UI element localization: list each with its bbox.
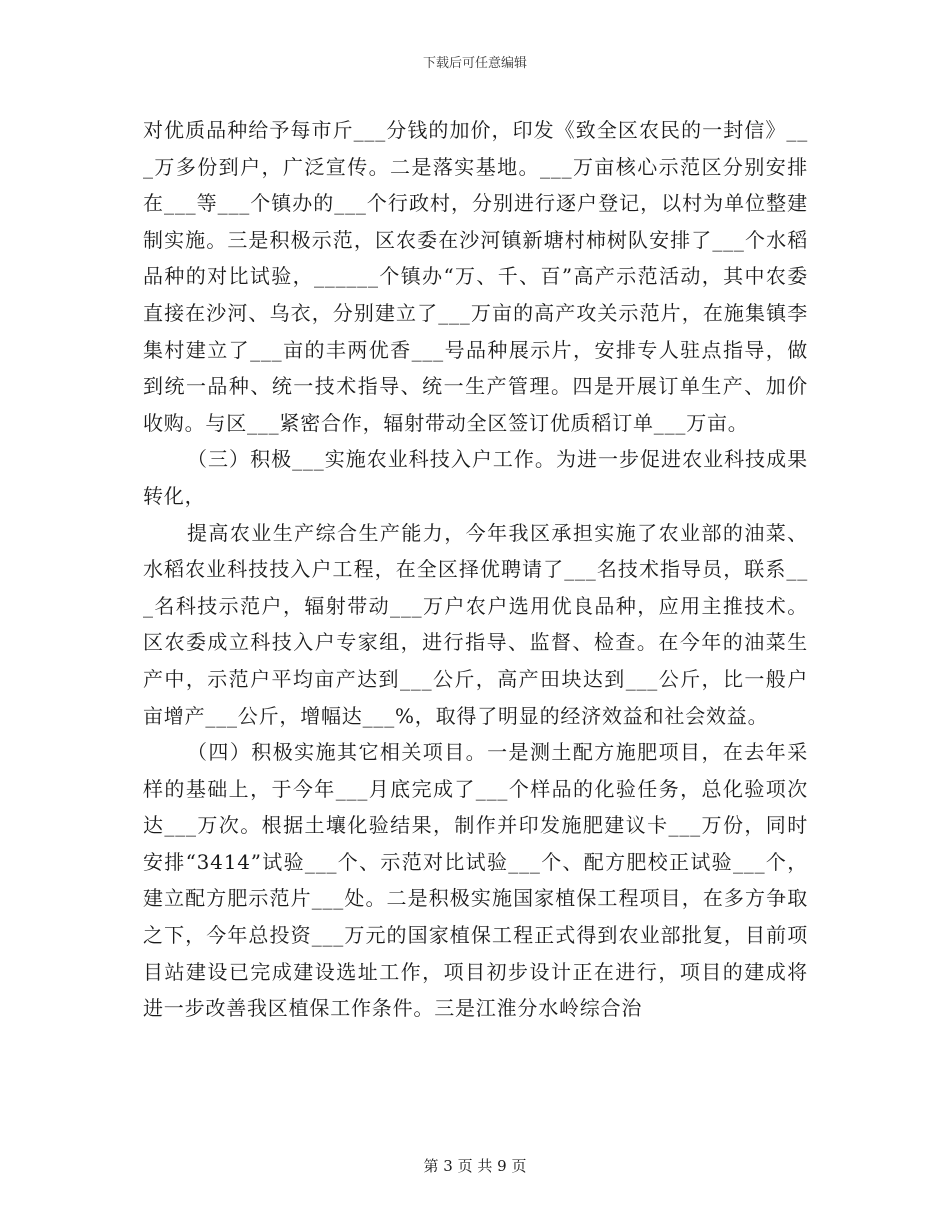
- page-number: 第 3 页 共 9 页: [423, 1157, 527, 1175]
- page-header-note: 下载后可任意编辑: [422, 56, 527, 71]
- document-body: [143, 112, 808, 1027]
- paragraph-quality-rice: 对优质品种给予每市斤___分钱的加价，印发《致全区农民的一封信》___万多份到户，广泛宣传。二是落实基地。___万亩核心示范区分别安排在___等___个镇办的___个行政村，分别进行逐户登记，以村为单位整建制实施。三是积极示范，区农委在沙河镇新塘村柿树队安排了___个水稻品种的对比试验，______个镇办“万、千、百”高产示范活动，其中农委直接在沙河、乌衣，分别建立了___万亩的高产攻关示范片，在施集镇李集村建立了___亩的丰两优香___号品种展示片，安排专人驻点指导，做到统一品种、统一技术指导、统一生产管理。四是开展订单生产、加价收购。与区___紧密合作，辐射带动全区签订优质稻订单___万亩。: [143, 118, 808, 435]
- paragraph-section-three-heading: （三）积极___实施农业科技入户工作。为进一步促进农业科技成果转化，: [143, 447, 808, 508]
- paragraph-section-four: （四）积极实施其它相关项目。一是测土配方施肥项目，在去年采样的基础上，于今年___月底完成了___个样品的化验任务，总化验项次达___万次。根据土壤化验结果，制作并印发施肥建议卡___万份，同时安排“3414”试验___个、示范对比试验___个、配方肥校正试验___个，建立配方肥示范片___处。二是积极实施国家植保工程项目，在多方争取之下，今年总投资___万元的国家植保工程正式得到农业部批复，目前项目站建设已完成建设选址工作，项目初步设计正在进行，项目的建成将进一步改善我区植保工作条件。三是江淮分水岭综合治: [143, 740, 808, 1021]
- paragraph-tech-household: 提高农业生产综合生产能力，今年我区承担实施了农业部的油菜、水稻农业科技技入户工程，在全区择优聘请了___名技术指导员，联系___名科技示范户，辐射带动___万户农户选用优良品种，应用主推技术。区农委成立科技入户专家组，进行指导、监督、检查。在今年的油菜生产中，示范户平均亩产达到___公斤，高产田块达到___公斤，比一般户亩增产___公斤，增幅达___%，取得了明显的经济效益和社会效益。: [143, 520, 808, 728]
